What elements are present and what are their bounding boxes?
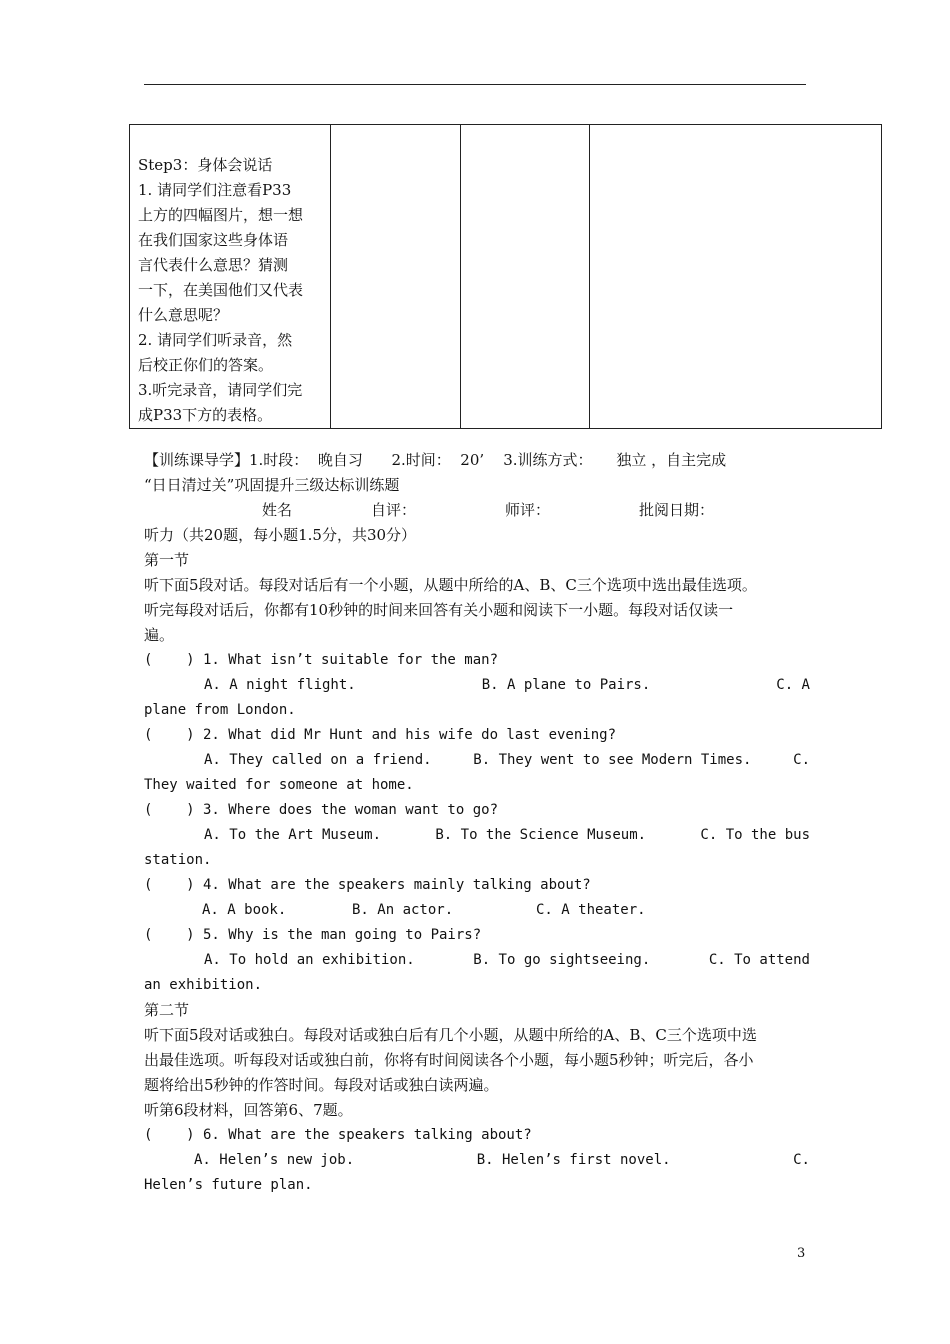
training-header: 【训练课导学】1.时段： 晚自习 2.时间： 20’ 3.训练方式： 独立 ，自主完成 <box>144 451 727 469</box>
option-continuation: station. <box>144 852 212 868</box>
step-line: 什么意思呢？ <box>138 306 229 324</box>
option-a: A. They called on a friend. <box>204 752 432 768</box>
step-line: 1. 请同学们注意看P33 <box>138 181 292 199</box>
lesson-table <box>129 124 882 429</box>
option-b: B. A plane to Pairs. <box>481 677 651 693</box>
question: ( ) 6. What are the speakers talking about? <box>144 1127 532 1143</box>
empty-cell <box>590 125 882 429</box>
exercise-title: “日日清过关”巩固提升三级达标训练题 <box>144 476 400 494</box>
step-line: Step3：身体会说话 <box>138 156 273 174</box>
material-heading: 听第6段材料，回答第6、7题。 <box>144 1101 353 1119</box>
instruction-line: 听下面5段对话或独白。每段对话或独白后有几个小题，从题中所给的A、B、C三个选项中选 <box>144 1026 757 1044</box>
question: ( ) 3. Where does the woman want to go? <box>144 802 499 818</box>
step-line: 一下，在美国他们又代表 <box>138 281 304 299</box>
question: ( ) 1. What isn’t suitable for the man? <box>144 652 499 668</box>
listening-title: 听力（共20题，每小题1.5分，共30分） <box>144 526 417 544</box>
option-b: B. To go sightseeing. <box>473 952 651 968</box>
section-heading: 第一节 <box>144 551 190 569</box>
option-c: C. A <box>776 677 810 693</box>
step-line: 上方的四幅图片，想一想 <box>138 206 304 224</box>
option-a: A. Helen’s new job. <box>194 1152 355 1168</box>
option-b: B. Helen’s first novel. <box>476 1152 671 1168</box>
option-b: B. To the Science Museum. <box>435 827 647 843</box>
instruction-line: 听完每段对话后，你都有10秒钟的时间来回答有关小题和阅读下一小题。每段对话仅读一 <box>144 601 734 619</box>
page-number: 3 <box>797 1246 806 1261</box>
option-continuation: an exhibition. <box>144 977 263 993</box>
grading-row <box>144 498 810 523</box>
instruction-line: 遍。 <box>144 626 175 644</box>
option-c: C. <box>793 1152 810 1168</box>
option-c: C. To the bus <box>700 827 810 843</box>
instruction-line: 出最佳选项。听每段对话或独白前，你将有时间阅读各个小题，每小题5秒钟；听完后，各小 <box>144 1051 754 1069</box>
instruction-line: 题将给出5秒钟的作答时间。每段对话或独白读两遍。 <box>144 1076 499 1094</box>
question: ( ) 2. What did Mr Hunt and his wife do last evening? <box>144 727 617 743</box>
self-eval-label: 自评： <box>371 501 417 519</box>
step-line: 2. 请同学们听录音，然 <box>138 331 293 349</box>
option-a: A. To hold an exhibition. <box>204 952 415 968</box>
name-label: 姓名 <box>262 501 293 519</box>
empty-cell <box>331 125 461 429</box>
empty-cell <box>461 125 590 429</box>
step-cell <box>130 125 331 429</box>
options-row <box>144 823 810 848</box>
options-row <box>144 1148 810 1173</box>
question: ( ) 5. Why is the man going to Pairs? <box>144 927 482 943</box>
option-a: A. A night flight. <box>204 677 356 693</box>
section-heading: 第二节 <box>144 1001 190 1019</box>
option-b: B. They went to see Modern Times. <box>473 752 752 768</box>
option-c: C. A theater. <box>536 902 646 918</box>
option-c: C. <box>793 752 810 768</box>
step-line: 在我们国家这些身体语 <box>138 231 289 249</box>
options-row <box>144 898 810 923</box>
option-a: A. To the Art Museum. <box>204 827 382 843</box>
step-line: 后校正你们的答案。 <box>138 356 274 374</box>
step-line: 成P33下方的表格。 <box>138 406 273 424</box>
instruction-line: 听下面5段对话。每段对话后有一个小题，从题中所给的A、B、C三个选项中选出最佳选项。 <box>144 576 757 594</box>
header-rule <box>144 84 806 85</box>
options-row <box>144 748 810 773</box>
options-row <box>144 948 810 973</box>
teacher-eval-label: 师评： <box>505 501 551 519</box>
question: ( ) 4. What are the speakers mainly talking about? <box>144 877 591 893</box>
option-continuation: plane from London. <box>144 702 296 718</box>
option-b: B. An actor. <box>352 902 454 918</box>
date-label: 批阅日期： <box>639 501 715 519</box>
option-c: C. To attend <box>708 952 810 968</box>
exercise-body <box>144 448 810 1198</box>
option-a: A. A book. <box>202 902 287 918</box>
option-continuation: Helen’s future plan. <box>144 1177 313 1193</box>
options-row <box>144 673 810 698</box>
step-line: 言代表什么意思？猜测 <box>138 256 289 274</box>
step-line: 3.听完录音，请同学们完 <box>138 381 303 399</box>
option-continuation: They waited for someone at home. <box>144 777 414 793</box>
